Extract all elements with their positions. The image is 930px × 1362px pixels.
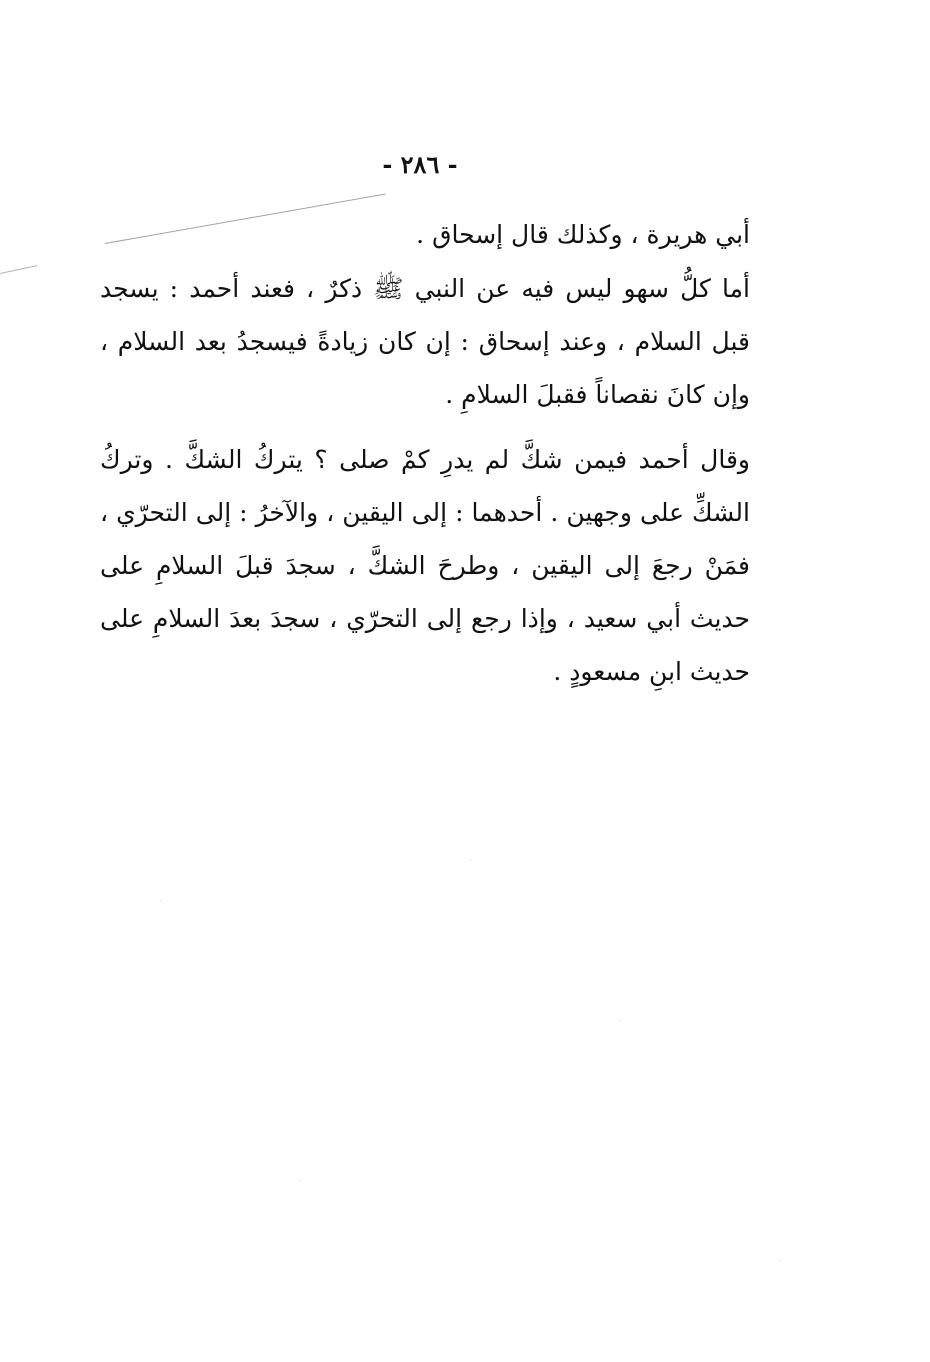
paragraph-sujud-sahw (100, 262, 750, 421)
scan-speck (300, 1180, 301, 1181)
scan-artifact-line (0, 265, 37, 274)
scan-speck (780, 1260, 781, 1261)
page-number: - ٢٨٦ - (382, 150, 458, 179)
paragraph: أبي هريرة ، وكذلك قال إسحاق . (416, 220, 750, 249)
scan-speck (160, 900, 161, 901)
paragraph: وقال أحمد فيمن شكَّ لم يدرِ كمْ صلى ؟ يتركُ الشكَّ . وتركُ الشكِّ على وجهين . أحدهما : إلى اليقين ، والآخرُ : إلى التحرّي ، فمَنْ رجعَ إلى اليقين ، وطرحَ الشكَّ ، سجدَ قبلَ السلامِ على حديث أبي سعيد ، وإذا رجع إلى التحرّي ، سجدَ بعدَ السلامِ على حديث ابنِ مسعودٍ . (100, 445, 750, 686)
paragraph: أما كلُّ سهو ليس فيه عن النبي ﷺ ذكرٌ ، فعند أحمد : يسجد قبل السلام ، وعند إسحاق : إن كان زيادةً فيسجدُ بعد السلام ، وإن كانَ نقصاناً فقبلَ السلامِ . (100, 274, 750, 409)
paragraph-continuation (100, 208, 750, 261)
scan-speck (470, 860, 471, 861)
scan-speck (620, 1020, 621, 1021)
paragraph-doubt (100, 433, 750, 698)
